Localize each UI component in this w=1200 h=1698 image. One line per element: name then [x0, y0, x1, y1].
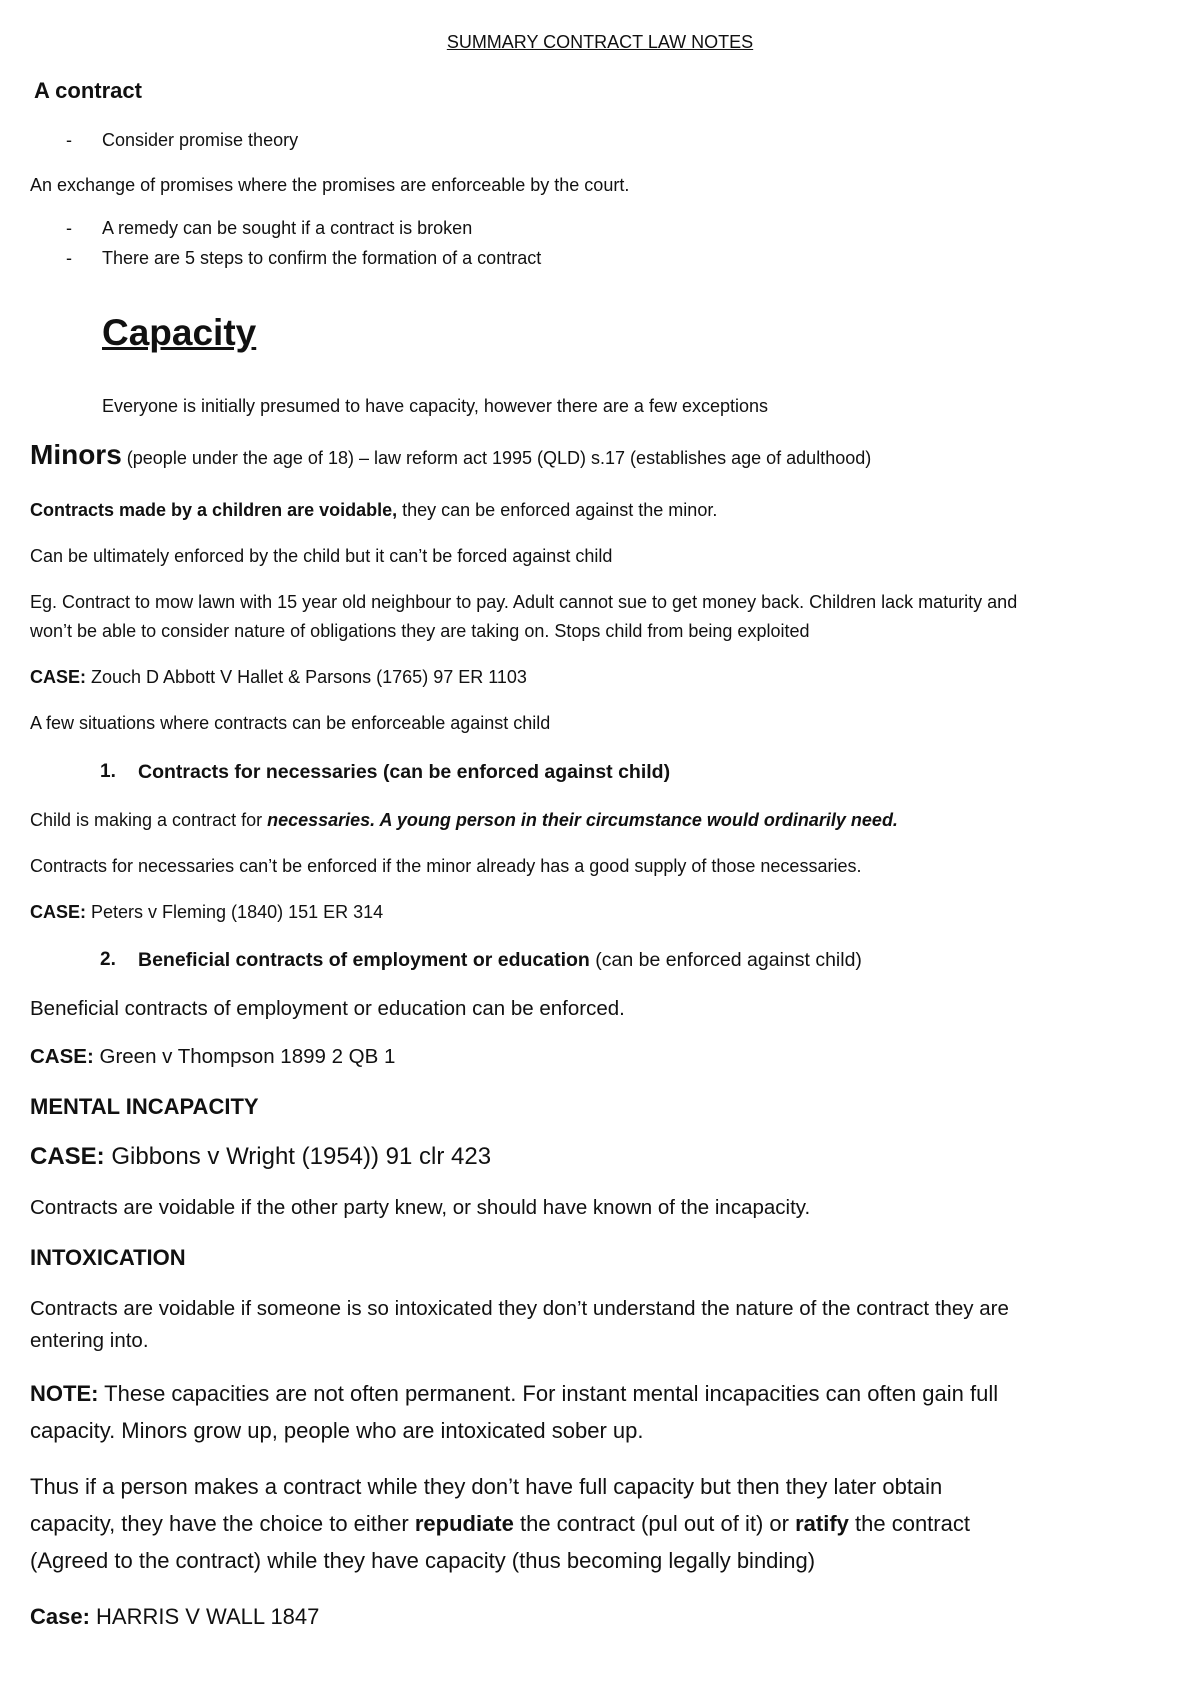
minors-example-line-1: Eg. Contract to mow lawn with 15 year old neighbour to pay. Adult cannot sue to get money back. Children lack maturity and	[30, 592, 1018, 612]
bullet-dash: -	[66, 130, 72, 150]
list-number-2: 2.	[100, 949, 116, 970]
case-label: CASE:	[30, 1045, 94, 1068]
case-zouch	[30, 667, 527, 689]
heading-beneficial	[138, 949, 862, 972]
capacity-intro: Everyone is initially presumed to have capacity, however there are a few exceptions	[102, 396, 769, 416]
case-citation: Peters v Fleming (1840) 151 ER 314	[86, 902, 384, 922]
minors-voidable	[30, 500, 717, 522]
case-label: CASE:	[30, 902, 87, 922]
necessaries-line-1-plain: Child is making a contract for	[30, 810, 268, 830]
beneficial-line-1: Beneficial contracts of employment or education can be enforced.	[30, 997, 625, 1020]
minors-heading-line	[30, 438, 871, 472]
term-repudiate: repudiate	[414, 1511, 514, 1536]
page-title: SUMMARY CONTRACT LAW NOTES	[446, 32, 754, 52]
thus-line-1: Thus if a person makes a contract while they don’t have full capacity but then they later obtain	[30, 1474, 943, 1499]
minors-situations: A few situations where contracts can be enforceable against child	[30, 713, 551, 733]
intoxication-line-2: entering into.	[30, 1329, 149, 1352]
thus-line-2-b: the contract (pul out of it) or	[513, 1511, 796, 1536]
heading-a-contract: A contract	[34, 78, 142, 103]
minors-enforced-by-child: Can be ultimately enforced by the child but it can’t be forced against child	[30, 546, 613, 566]
minors-note: (people under the age of 18) – law reform act 1995 (QLD) s.17 (establishes age of adulthood)	[121, 448, 872, 468]
thus-line-2	[30, 1511, 970, 1537]
thus-line-2-c: the contract	[848, 1511, 970, 1536]
case-citation: Zouch D Abbott V Hallet & Parsons (1765) 97 ER 1103	[86, 667, 527, 687]
case-harris	[30, 1604, 319, 1630]
necessaries-line-1-emphasis: necessaries. A young person in their circumstance would ordinarily need.	[267, 810, 898, 830]
necessaries-line-1	[30, 810, 898, 832]
note-line-2: capacity. Minors grow up, people who are intoxicated sober up.	[30, 1418, 644, 1443]
case-gibbons	[30, 1143, 491, 1172]
bullet-remedy: A remedy can be sought if a contract is broken	[102, 218, 473, 238]
case-label: CASE:	[30, 667, 87, 687]
case-peters	[30, 902, 383, 924]
case-citation: Gibbons v Wright (1954)) 91 clr 423	[104, 1143, 492, 1170]
necessaries-line-2: Contracts for necessaries can’t be enforced if the minor already has a good supply of those necessaries.	[30, 856, 862, 876]
note-line-1-rest: These capacities are not often permanent. For instant mental incapacities can often gain full	[98, 1381, 999, 1406]
heading-necessaries: Contracts for necessaries (can be enforced against child)	[138, 761, 671, 783]
thus-line-3: (Agreed to the contract) while they have capacity (thus becoming legally binding)	[30, 1548, 816, 1573]
heading-minors: Minors	[30, 439, 122, 470]
heading-mental-incapacity: MENTAL INCAPACITY	[30, 1094, 259, 1119]
case-label: Case:	[30, 1604, 90, 1629]
bullet-five-steps: There are 5 steps to confirm the formation of a contract	[102, 248, 542, 268]
beneficial-heading-bold: Beneficial contracts of employment or education	[138, 949, 590, 971]
case-citation: HARRIS V WALL 1847	[89, 1604, 320, 1629]
term-ratify: ratify	[795, 1511, 849, 1536]
case-citation: Green v Thompson 1899 2 QB 1	[93, 1045, 396, 1068]
bullet-dash: -	[66, 248, 72, 268]
note-label: NOTE:	[30, 1381, 99, 1406]
note-line-1	[30, 1381, 998, 1407]
mental-line-1: Contracts are voidable if the other party knew, or should have known of the incapacity.	[30, 1196, 811, 1219]
beneficial-heading-rest: (can be enforced against child)	[589, 949, 862, 971]
minors-example-line-2: won’t be able to consider nature of obligations they are taking on. Stops child from being exploited	[30, 621, 810, 641]
minors-voidable-rest: they can be enforced against the minor.	[397, 500, 718, 520]
intoxication-line-1: Contracts are voidable if someone is so intoxicated they don’t understand the nature of the contract they are	[30, 1297, 1009, 1320]
heading-capacity: Capacity	[102, 312, 257, 353]
list-number-1: 1.	[100, 761, 116, 782]
bullet-dash: -	[66, 218, 72, 238]
contract-definition: An exchange of promises where the promises are enforceable by the court.	[30, 175, 630, 195]
case-green	[30, 1045, 395, 1070]
case-label: CASE:	[30, 1143, 105, 1170]
thus-line-2-a: capacity, they have the choice to either	[30, 1511, 415, 1536]
bullet-promise-theory: Consider promise theory	[102, 130, 299, 150]
minors-voidable-bold: Contracts made by a children are voidable,	[30, 500, 398, 520]
heading-intoxication: INTOXICATION	[30, 1245, 186, 1270]
